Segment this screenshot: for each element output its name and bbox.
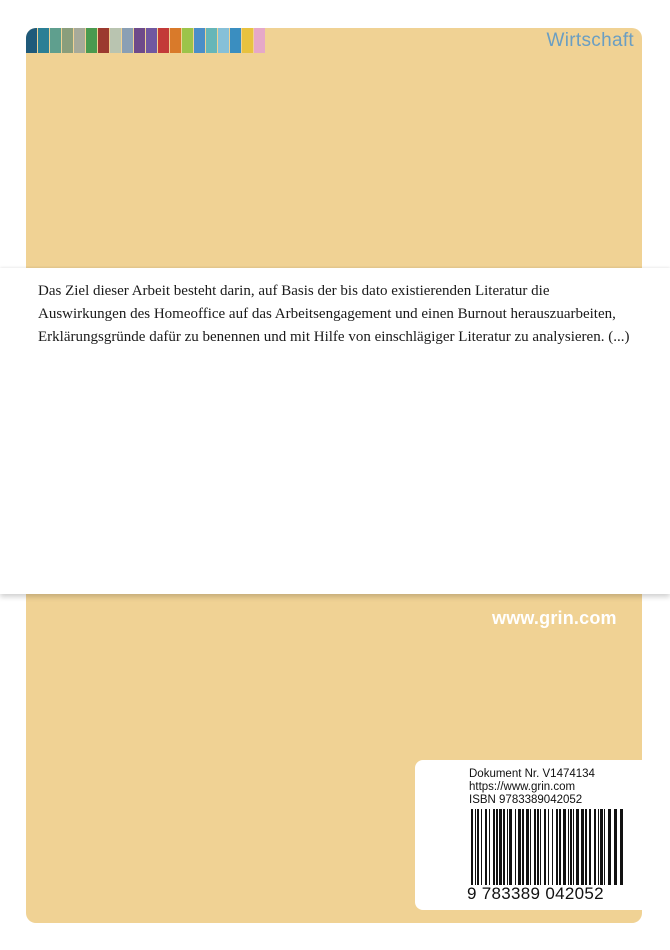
barcode-bar bbox=[559, 809, 561, 885]
color-stripe bbox=[62, 28, 73, 53]
barcode-bar bbox=[496, 809, 498, 885]
document-url: https://www.grin.com bbox=[469, 781, 576, 793]
barcode-bar bbox=[526, 809, 529, 885]
barcode-bar bbox=[507, 809, 508, 885]
barcode-bar bbox=[489, 809, 490, 885]
barcode-bar bbox=[568, 809, 569, 885]
isbn-number: ISBN 9783389042052 bbox=[469, 794, 583, 806]
barcode-bar bbox=[515, 809, 516, 885]
barcode-bar bbox=[544, 809, 546, 885]
color-stripe bbox=[206, 28, 217, 53]
color-stripe bbox=[74, 28, 85, 53]
color-stripe bbox=[242, 28, 253, 53]
color-stripe bbox=[110, 28, 121, 53]
barcode-bar bbox=[620, 809, 623, 885]
barcode-bar bbox=[600, 809, 603, 885]
barcode-bar bbox=[585, 809, 587, 885]
barcode-bar bbox=[477, 809, 479, 885]
barcode-bar bbox=[481, 809, 482, 885]
barcode-bar bbox=[522, 809, 524, 885]
barcode-bar bbox=[589, 809, 591, 885]
barcode-bar bbox=[475, 809, 476, 885]
color-stripe bbox=[158, 28, 169, 53]
barcode-bar bbox=[608, 809, 611, 885]
barcode-bar bbox=[530, 809, 531, 885]
color-stripes bbox=[26, 28, 266, 53]
barcode-bar bbox=[548, 809, 549, 885]
category-label: Wirtschaft bbox=[546, 30, 634, 51]
color-stripe bbox=[182, 28, 193, 53]
color-stripe bbox=[146, 28, 157, 53]
color-stripe bbox=[254, 28, 265, 53]
abstract-text: Das Ziel dieser Arbeit besteht darin, auf Basis der bis dato existierenden Literatur die Auswirkungen des Homeoffice auf das Arbeitsengagement und einen Burnout herauszuarbeiten, Erklärungsgründe dafür zu benennen und mit Hilfe von einschlägiger Literatur zu analysieren. (...) bbox=[38, 283, 630, 345]
color-stripe bbox=[134, 28, 145, 53]
color-stripe bbox=[194, 28, 205, 53]
barcode-bar bbox=[614, 809, 617, 885]
barcode-bar bbox=[570, 809, 572, 885]
color-stripe bbox=[122, 28, 133, 53]
ean-digits: 9 783389 042052 bbox=[467, 884, 604, 903]
barcode-bar bbox=[485, 809, 487, 885]
barcode-bar bbox=[581, 809, 584, 885]
document-number: Dokument Nr. V1474134 bbox=[469, 768, 595, 780]
document-meta bbox=[469, 768, 595, 807]
barcode-bar bbox=[493, 809, 495, 885]
color-stripe bbox=[26, 28, 37, 53]
publisher-url: www.grin.com bbox=[492, 608, 617, 628]
color-stripe bbox=[98, 28, 109, 53]
color-stripe bbox=[218, 28, 229, 53]
abstract-panel bbox=[0, 268, 670, 594]
color-stripe bbox=[230, 28, 241, 53]
barcode-bar bbox=[534, 809, 536, 885]
barcode-bar bbox=[471, 809, 473, 885]
barcode-bar bbox=[540, 809, 541, 885]
barcode-bar bbox=[604, 809, 605, 885]
barcode-bar bbox=[576, 809, 579, 885]
barcode-bar bbox=[552, 809, 553, 885]
barcode-bar bbox=[563, 809, 566, 885]
color-stripe bbox=[86, 28, 97, 53]
barcode-image bbox=[471, 809, 627, 885]
barcode-panel bbox=[415, 760, 642, 910]
barcode-bar bbox=[499, 809, 502, 885]
barcode-bar bbox=[594, 809, 596, 885]
barcode-bar bbox=[556, 809, 558, 885]
color-stripe bbox=[50, 28, 61, 53]
barcode-bar bbox=[509, 809, 512, 885]
barcode-bar bbox=[537, 809, 539, 885]
color-stripe bbox=[170, 28, 181, 53]
barcode-bar bbox=[503, 809, 505, 885]
color-stripe bbox=[38, 28, 49, 53]
barcode-bar bbox=[573, 809, 574, 885]
barcode-bar bbox=[598, 809, 599, 885]
barcode-bar bbox=[518, 809, 521, 885]
